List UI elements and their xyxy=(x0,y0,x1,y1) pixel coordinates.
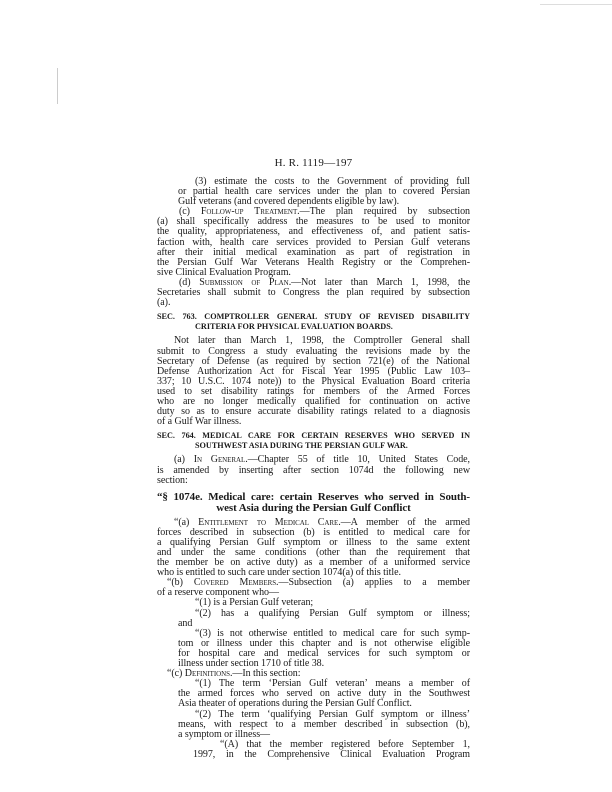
text-line: section: xyxy=(157,474,188,486)
text-line: CRITERIA FOR PHYSICAL EVALUATION BOARDS. xyxy=(195,322,393,332)
section-heading xyxy=(157,431,470,451)
subsection-heading: Definitions xyxy=(184,668,230,680)
text-segment: (a) xyxy=(174,454,194,466)
text-line: SEC. 763. COMPTROLLER GENERAL STUDY OF REVISED DISABILITY xyxy=(157,312,470,322)
text-line: the armed forces who served on active duty in the Southwest xyxy=(178,688,470,700)
paragraph xyxy=(157,740,470,760)
paragraph xyxy=(157,336,470,427)
text-line: “§ 1074e. Medical care: certain Reserves who served in South- xyxy=(157,490,470,503)
text-line: (a) shall specifically address the measures to be used to monitor xyxy=(157,216,470,228)
text-line: of a reserve component who— xyxy=(157,587,279,599)
paragraph xyxy=(157,578,470,598)
text-line: faction with, health care services provided to Persian Gulf veterans xyxy=(157,236,470,248)
text-segment: .—The plan required by subsection xyxy=(297,206,470,218)
text-segment: .—A member of the armed xyxy=(338,516,470,528)
text-line: (a). xyxy=(157,297,171,309)
text-line: the Persian Gulf War Veterans Health Registry or the Comprehen- xyxy=(157,256,470,268)
text-line: Secretary of Defense (as required by section 721(e) of the National xyxy=(157,355,470,367)
subsection-heading: Submission of Plan xyxy=(199,276,289,288)
text-line: of a Gulf War illness. xyxy=(157,416,242,428)
text-segment: (d) xyxy=(179,276,200,288)
text-line: Defense Authorization Act for Fiscal Year 1995 (Public Law 103– xyxy=(157,365,470,377)
text-segment: .—Subsection (a) applies to a member xyxy=(276,577,470,589)
paragraph xyxy=(157,278,470,308)
text-line: forces described in subsection (b) is entitled to medical care for xyxy=(157,526,470,538)
text-line: after their initial medical examination as part of registration in xyxy=(157,246,470,258)
text-line: tom or illness under this chapter and is not otherwise eligible xyxy=(178,637,470,649)
text-line: means, with respect to a member described in subsection (b), xyxy=(178,718,470,730)
scan-artifact xyxy=(57,68,58,104)
paragraph xyxy=(157,629,470,669)
text-line: Not later than March 1, 1998, the Comptroller General shall xyxy=(174,335,470,347)
text-line: (3) estimate the costs to the Government of providing full xyxy=(195,176,470,187)
paragraph xyxy=(157,679,470,709)
text-segment: (c) xyxy=(179,206,201,218)
text-line: 337; 10 U.S.C. 1074 note)) to the Physical Evaluation Board criteria xyxy=(157,375,470,387)
text-line: “(1) The term ‘Persian Gulf veteran’ means a member of xyxy=(195,678,470,690)
text-line: “(1) is a Persian Gulf veteran; xyxy=(195,597,314,609)
paragraph xyxy=(157,177,470,207)
text-line: “(2) The term ‘qualifying Persian Gulf symptom or illness’ xyxy=(195,708,470,720)
text-line: “(2) has a qualifying Persian Gulf symptom or illness; xyxy=(195,607,470,619)
text-line: is amended by inserting after section 1074d the following new xyxy=(157,464,470,476)
text-line: and xyxy=(178,617,193,629)
subsection-heading: Covered Members xyxy=(193,577,277,589)
text-line: used to set disability ratings for members of the Armed Forces xyxy=(157,385,470,397)
paragraph xyxy=(157,207,470,278)
text-line: “(3) is not otherwise entitled to medical care for such symp- xyxy=(195,627,470,639)
text-line: illness under section 1710 of title 38. xyxy=(178,658,325,670)
text-segment: “(c) xyxy=(167,668,185,680)
text-line: or partial health care services under the plan to covered Persian xyxy=(178,186,470,198)
text-segment: “(b) xyxy=(167,577,194,589)
text-segment: “(a) xyxy=(174,516,199,528)
text-line: and under the same conditions (other than the requirement that xyxy=(157,547,470,558)
page-header: H. R. 1119—197 xyxy=(274,157,353,169)
subsection-heading: Entitlement to Medical Care xyxy=(198,516,339,528)
text-line: “(A) that the member registered before September 1, xyxy=(220,738,470,750)
text-line: the member be on active duty) as a member of a uniformed service xyxy=(157,557,470,569)
text-line: Asia theater of operations during the Persian Gulf Conflict. xyxy=(178,698,412,710)
text-line: who are no longer medically qualified for continuation on active xyxy=(157,395,470,407)
paragraph xyxy=(157,518,470,579)
text-line: duty so as to ensure accurate disability ratings related to a diagnosis xyxy=(157,406,470,418)
text-line: SOUTHWEST ASIA DURING THE PERSIAN GULF WAR. xyxy=(195,441,408,451)
paragraph xyxy=(157,455,470,485)
text-line: the quality, appropriateness, and effectiveness of, and patient satis- xyxy=(157,226,470,238)
text-segment: .—In this section: xyxy=(229,668,301,680)
text-line: SEC. 764. MEDICAL CARE FOR CERTAIN RESERVES WHO SERVED IN xyxy=(157,431,470,441)
text-line: 1997, in the Comprehensive Clinical Evaluation Program xyxy=(193,748,470,760)
text-line: for hospital care and medical services for such symptom or xyxy=(178,647,470,659)
text-line: a qualifying Persian Gulf symptom or illness to the same extent xyxy=(157,536,470,548)
paragraph xyxy=(157,609,470,629)
section-heading xyxy=(157,312,470,332)
subsection-heading: In General xyxy=(193,454,246,466)
paragraph xyxy=(157,710,470,740)
subsection-heading: Follow-up Treatment xyxy=(200,206,298,218)
scan-artifact xyxy=(540,4,612,5)
text-line: who is entitled to such care under section 1074(a) of this title. xyxy=(157,567,401,579)
text-segment: .—Chapter 55 of title 10, United States Code, xyxy=(245,454,471,466)
text-line: west Asia during the Persian Gulf Conflict xyxy=(216,501,411,514)
text-segment: .—Not later than March 1, 1998, the xyxy=(288,276,471,288)
text-line: Gulf veterans (and covered dependents eligible by law). xyxy=(178,196,400,208)
text-line: Secretaries shall submit to Congress the plan required by subsection xyxy=(157,287,470,299)
text-line: a symptom or illness— xyxy=(178,728,271,740)
text-line: submit to Congress a study evaluating the revisions made by the xyxy=(157,345,470,357)
section-title xyxy=(157,492,470,514)
text-line: sive Clinical Evaluation Program. xyxy=(157,266,291,278)
document-body xyxy=(157,177,470,760)
